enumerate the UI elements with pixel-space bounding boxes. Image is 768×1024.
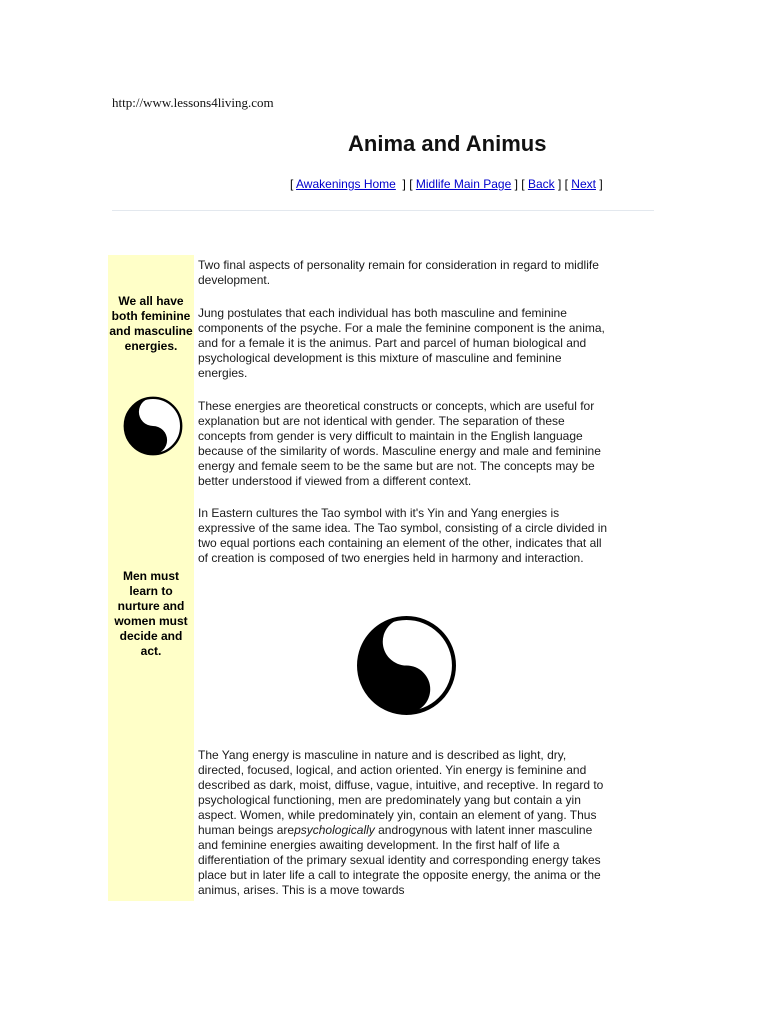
yin-yang-icon: [123, 396, 183, 456]
nav-link-next[interactable]: Next: [571, 177, 596, 191]
paragraph-yang-yin-text-continued: androgynous with latent inner masculine and feminine energies awaiting development. In the first half of life a differentiation of the primary sexual identity and corresponding energy takes place but in later life a call to integrate the opposite energy, the anima or the animus, arises. This is a move towards: [198, 823, 601, 897]
site-url: http://www.lessons4living.com: [112, 95, 274, 110]
nav-link-midlife-main-page[interactable]: Midlife Main Page: [415, 177, 512, 191]
emphasis-psychologically: psychologically: [294, 823, 375, 837]
page-title: Anima and Animus: [348, 131, 547, 156]
nav-link-awakenings-home[interactable]: Awakenings Home: [296, 177, 396, 191]
paragraph-yang-yin-text: The Yang energy is masculine in nature and is described as light, dry, directed, focused, logical, and action oriented. Yin energy is feminine and described as dark, moist, diffuse, vague, intuitive, and receptive. In regard to psychological functioning, men are predominately yang but contain a yin aspect. Women, while predominately yin, contain an element of yang. Thus human beings are: [198, 748, 604, 837]
paragraph-intro: Two final aspects of personality remain for consideration in regard to midlife development.: [198, 258, 599, 287]
nav-bar: [ Awakenings Home ] [ Midlife Main Page ] [ Back ] [ Next ]: [290, 177, 603, 191]
paragraph-tao: In Eastern cultures the Tao symbol with it's Yin and Yang energies is expressive of the same idea. The Tao symbol, consisting of a circle divided in two equal portions each containing an element of the other, indicates that all of creation is composed of two energies held in harmony and interaction.: [198, 506, 608, 565]
paragraph-constructs: These energies are theoretical constructs or concepts, which are useful for explanation but are not identical with gender. The separation of these concepts from gender is very difficult to maintain in the English language because of the similarity of words. Masculine energy and male and feminine energy and female seem to be the same but are not. The concepts may be better understood if viewed from a different context.: [198, 399, 601, 488]
paragraph-yang-yin: [198, 748, 610, 898]
sidebar-quote-1: We all have both feminine and masculine energies.: [109, 294, 193, 353]
header-divider: [112, 210, 654, 211]
yin-yang-icon: [356, 615, 457, 716]
sidebar-quote-2: Men must learn to nurture and women must decide and act.: [114, 569, 188, 658]
nav-link-back[interactable]: Back: [527, 177, 555, 191]
paragraph-jung: Jung postulates that each individual has both masculine and feminine components of the psyche. For a male the feminine component is the anima, and for a female it is the animus. Part and parcel of human biological and psychological development is this mixture of masculine and feminine energies.: [198, 306, 605, 380]
